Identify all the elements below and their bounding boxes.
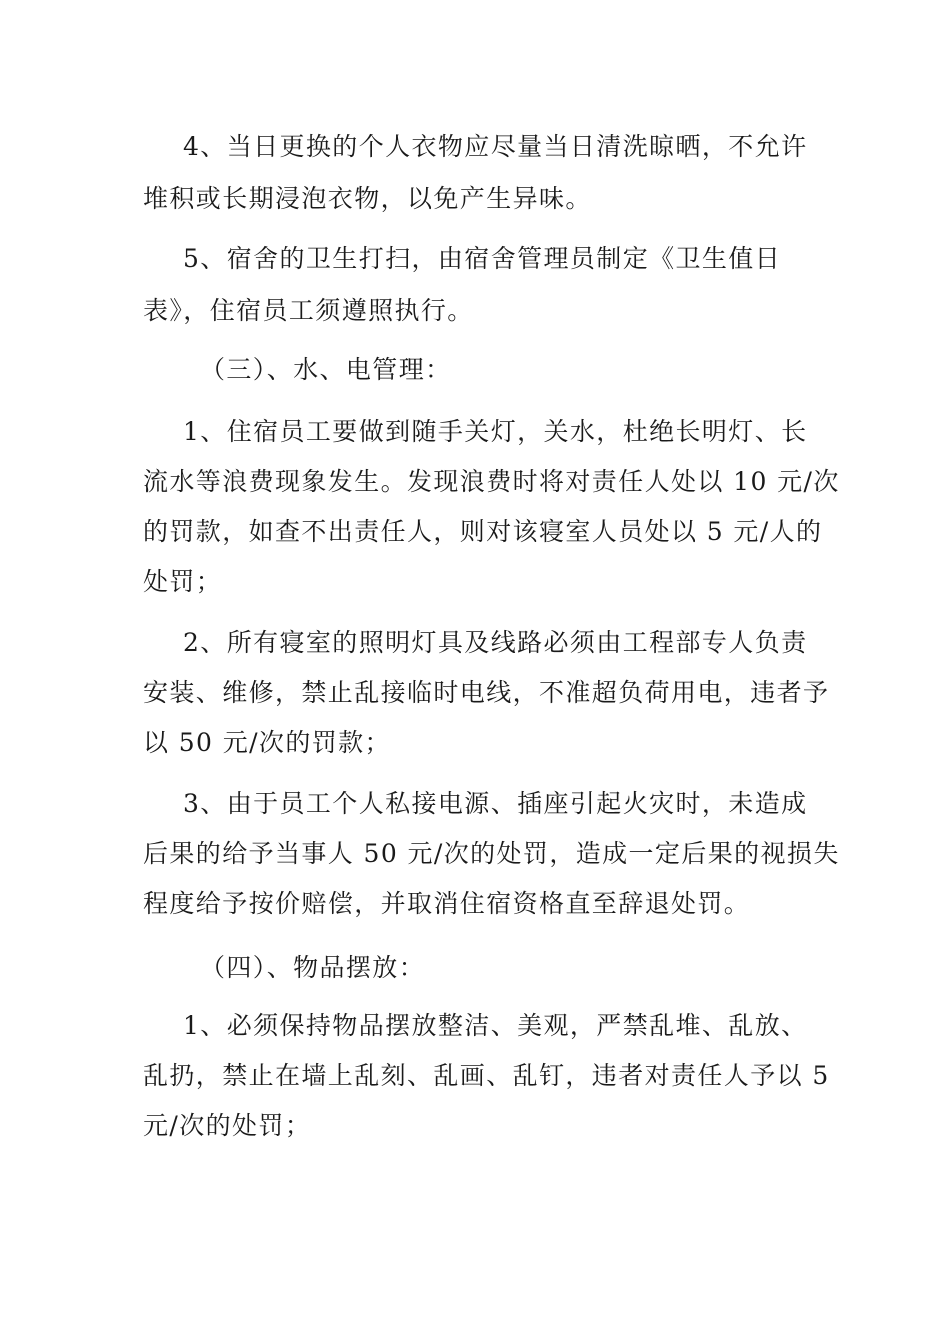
paragraph-4-line-1: 4、当日更换的个人衣物应尽量当日清洗晾晒，不允许 — [183, 132, 808, 161]
rule-1-line-4: 处罚； — [143, 567, 223, 596]
paragraph-5-line-1: 5、宿舍的卫生打扫，由宿舍管理员制定《卫生值日 — [183, 244, 782, 273]
placement-rule-1-line-3: 元/次的处罚； — [143, 1111, 312, 1140]
paragraph-4-line-2: 堆积或长期浸泡衣物，以免产生异味。 — [143, 184, 592, 213]
rule-3-line-1: 3、由于员工个人私接电源、插座引起火灾时，未造成 — [183, 789, 808, 818]
rule-2-line-1: 2、所有寝室的照明灯具及线路必须由工程部专人负责 — [183, 628, 808, 657]
rule-3-line-2: 后果的给予当事人 50 元/次的处罚，造成一定后果的视损失 — [143, 839, 840, 868]
placement-rule-1-line-2: 乱扔，禁止在墙上乱刻、乱画、乱钉，违者对责任人予以 5 — [143, 1061, 830, 1090]
rule-2-line-3: 以 50 元/次的罚款； — [143, 728, 391, 757]
rule-1-line-1: 1、住宿员工要做到随手关灯，关水，杜绝长明灯、长 — [183, 417, 808, 446]
paragraph-5-line-2: 表》，住宿员工须遵照执行。 — [143, 296, 474, 325]
rule-3-line-3: 程度给予按价赔偿，并取消住宿资格直至辞退处罚。 — [143, 889, 751, 918]
placement-rule-1-line-1: 1、必须保持物品摆放整洁、美观，严禁乱堆、乱放、 — [183, 1011, 808, 1040]
section-heading-water-electricity: （三）、水、电管理： — [200, 355, 452, 384]
rule-2-line-2: 安装、维修，禁止乱接临时电线，不准超负荷用电，违者予 — [143, 678, 830, 707]
rule-1-line-2: 流水等浪费现象发生。发现浪费时将对责任人处以 10 元/次 — [143, 467, 840, 496]
rule-1-line-3: 的罚款，如查不出责任人，则对该寝室人员处以 5 元/人的 — [143, 517, 823, 546]
section-heading-item-placement: （四）、物品摆放： — [200, 953, 426, 982]
